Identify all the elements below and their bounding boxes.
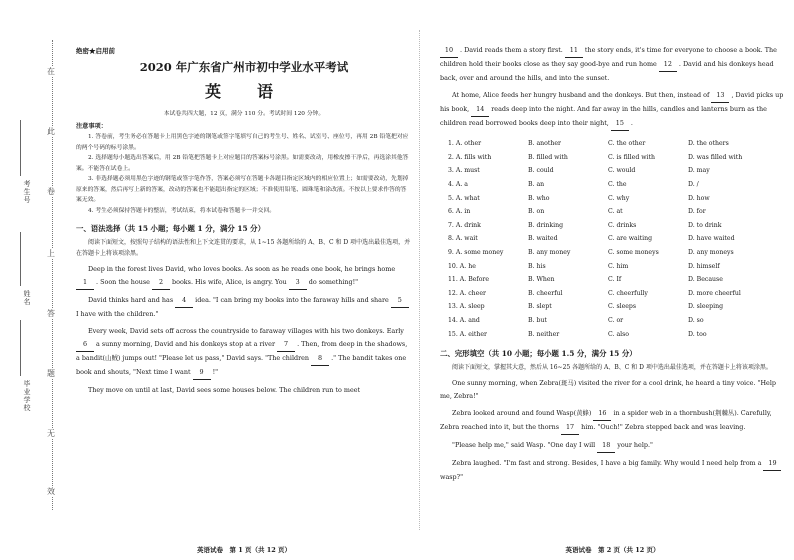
answer-blank: 12 (659, 58, 677, 72)
option-row (448, 314, 785, 328)
page-2 (440, 0, 785, 560)
option-choice: D. how (688, 194, 710, 202)
seal-char: 效 (47, 487, 55, 496)
option-choice: D. more cheerful (688, 289, 741, 297)
option-choice: C. sleeps (608, 303, 637, 311)
name-label: 姓名 (23, 290, 31, 306)
page-1 (76, 0, 412, 560)
name-line (20, 232, 21, 286)
option-choice: C. some moneys (608, 249, 659, 257)
option-choice: 13. A. sleep (448, 303, 485, 311)
option-choice: 15. A. either (448, 330, 487, 338)
option-row (448, 219, 785, 233)
option-row (448, 232, 785, 246)
option-choice: B. any money (528, 249, 571, 257)
option-row (448, 205, 785, 219)
option-choice: B. filled with (528, 153, 568, 161)
option-choice: C. or (608, 317, 624, 325)
option-choice: B. his (528, 262, 546, 270)
option-choice: B. who (528, 194, 550, 202)
note-item: 3. 非选择题必须用黑色字迹的钢笔或签字笔作答，答案必须写在答题卡各题目指定区域内的相应位置上；如需要改动，先划掉原来的答案，然后再写上新的答案，改动的答案也不能超出指定的区域；不准使用铅笔、圆珠笔和涂改液。不按以上要求作答的答案无效。 (76, 176, 409, 203)
option-choice: D. for (688, 208, 706, 216)
option-choice: C. is filled with (608, 153, 655, 161)
option-choice: 12. A. cheer (448, 289, 486, 297)
option-choice: D. may (688, 167, 710, 175)
option-choice: C. him (608, 262, 629, 270)
option-choice: D. have waited (688, 235, 735, 243)
option-choice: D. to drink (688, 221, 722, 229)
option-choice: 9. A. some money (448, 249, 504, 257)
option-choice: 5. A. what (448, 194, 480, 202)
passage-paragraph: They move on until at last, David sees some houses below. The children run to meet (88, 386, 361, 394)
exam-info: 本试卷共四大题，12 页，满分 110 分。考试时间 120 分钟。 (163, 111, 325, 117)
option-row (448, 164, 785, 178)
option-choice: C. also (608, 330, 630, 338)
answer-blank: 19 (763, 457, 781, 471)
option-row (448, 287, 785, 301)
option-choice: B. drinking (528, 221, 564, 229)
option-choice: 4. A. a (448, 181, 468, 189)
passage-paragraph: "Please help me," said Wasp. "One day I will 18 your help." (440, 439, 785, 453)
option-choice: C. the other (608, 140, 646, 148)
answer-blank: 17 (561, 421, 579, 435)
section-1-instructions: 阅读下面短文，按照句子结构的语法性和上下文连贯的要求，从 1~15 各题所给的 A、B、C 和 D 项中选出最佳选项，并在答题卡上将该项涂黑。 (76, 239, 411, 257)
page-gutter (419, 30, 420, 530)
seal-char: 此 (47, 127, 55, 136)
option-choice: C. why (608, 194, 630, 202)
option-choice: D. so (688, 317, 704, 325)
option-choice: 7. A. drink (448, 221, 481, 229)
answer-options-table (448, 137, 785, 341)
notes-heading: 注意事项： (76, 123, 107, 130)
answer-blank: 6 (76, 338, 94, 352)
exam-number-label: 考生号 (23, 180, 31, 204)
note-item: 4. 考生必须保持答题卡的整洁，考试结束，将本试卷和答题卡一并交回。 (88, 207, 276, 214)
option-row (448, 273, 785, 287)
binding-margin (0, 0, 76, 560)
seal-char: 答 (47, 309, 55, 318)
passage-paragraph: David thinks hard and has 4 idea. "I can bring my books into the faraway hills and share 5 I have with the children." (76, 294, 412, 321)
answer-blank: 2 (152, 276, 170, 290)
option-row (448, 327, 785, 341)
option-choice: D. any moneys (688, 249, 734, 257)
option-row (448, 300, 785, 314)
exam-title: 2020 年广东省广州市初中学业水平考试 (139, 60, 349, 74)
page-footer: 英语试卷 第 1 页（共 12 页） (196, 546, 292, 554)
page-footer: 英语试卷 第 2 页（共 12 页） (565, 546, 660, 554)
seal-char: 无 (47, 429, 55, 438)
confidential-mark: 绝密★启用前 (76, 47, 115, 55)
subject-title: 英 语 (204, 82, 283, 101)
answer-blank: 18 (597, 439, 615, 453)
passage-paragraph: Zebra looked around and found Wasp(黄蜂) 16 in a spider web in a thornbush(荆棘丛). Carefully, Zebra reached into it, but the thorns 17 him. "Ouch!" Zebra stepped back and was leaving. (440, 407, 785, 435)
answer-blank: 7 (277, 338, 295, 352)
seal-dotted-line (52, 40, 53, 510)
passage-paragraph: Zebra laughed. "I'm fast and strong. Besides, I have a big family. Why would I need help from a 19 wasp?" (440, 457, 785, 484)
option-choice: 11. A. Before (448, 276, 490, 284)
section-1-title: 一、语法选择（共 15 小题；每小题 1 分，满分 15 分） (76, 224, 265, 233)
option-choice: 3. A. must (448, 167, 480, 175)
option-choice: B. another (528, 140, 561, 148)
option-row (448, 137, 785, 151)
answer-blank: 16 (593, 407, 611, 421)
option-choice: B. an (528, 181, 545, 189)
option-choice: D. the others (688, 140, 729, 148)
answer-blank: 15 (611, 117, 629, 131)
option-choice: C. drinks (608, 221, 637, 229)
option-choice: C. cheerfully (608, 289, 648, 297)
note-item: 1. 答卷前，考生务必在答题卡上用黑色字迹的钢笔或签字笔填写自己的考生号、姓名、试室号、座位号，再用 2B 铅笔把对应的两个号码的标号涂黑。 (76, 134, 409, 151)
passage-paragraph: Deep in the forest lives David, who loves books. As soon as he reads one book, he brings home 1 . Soon the house 2 books. His wife, Alice, is angry. You 3 do something!" (76, 263, 412, 290)
option-choice: B. neither (528, 330, 560, 338)
option-choice: B. slept (528, 303, 552, 311)
option-choice: D. himself (688, 262, 720, 270)
option-row (448, 178, 785, 192)
seal-char: 题 (47, 369, 55, 378)
option-choice: C. If (608, 276, 622, 284)
answer-blank: 4 (175, 294, 193, 308)
school-line (20, 320, 21, 376)
option-choice: D. / (688, 181, 699, 189)
option-choice: B. cheerful (528, 289, 563, 297)
option-choice: 2. A. fills with (448, 153, 492, 161)
option-choice: D. too (688, 330, 707, 338)
section-2-instructions: 阅读下面短文，掌握其大意，然后从 16~25 各题所给的 A、B、C 和 D 项中选出最佳选项，并在答题卡上将该项涂黑。 (452, 363, 772, 371)
option-choice: D. Because (688, 276, 723, 284)
option-choice: 6. A. in (448, 208, 471, 216)
school-label: 毕业学校 (23, 380, 31, 412)
option-choice: B. but (528, 317, 547, 325)
passage-paragraph: At home, Alice feeds her hungry husband and the donkeys. But then, instead of 13 , David picks up his book, 14 reads deep into the night. And far away in the hills, candles and lanterns burn as the children read borrowed books deep into their night, 15 . (440, 89, 785, 131)
answer-blank: 5 (391, 294, 409, 308)
option-row (448, 151, 785, 165)
passage-paragraph: Every week, David sets off across the countryside to faraway villages with his two donkeys. Early 6 a sunny morning, David and his donkeys stop at a river 7 . Then, from deep in the shadows, a bandit(山贼) jumps out! "Please let us pass," David says. "The children 8 ." The bandit takes one book and shouts, "Next time I want 9 !" (76, 325, 412, 380)
passage-paragraph: One sunny morning, when Zebra(斑马) visited the river for a cool drink, he heard a tiny voice. "Help me, Zebra!" (440, 378, 776, 400)
option-row (448, 259, 785, 273)
option-choice: 8. A. wait (448, 235, 478, 243)
option-choice: D. was filled with (688, 153, 743, 161)
seal-char: 上 (47, 249, 55, 258)
option-choice: B. waited (528, 235, 558, 243)
answer-blank: 13 (711, 89, 729, 103)
answer-blank: 9 (193, 366, 211, 380)
option-choice: B. could (528, 167, 554, 175)
option-choice: C. would (608, 167, 636, 175)
seal-char: 卷 (47, 187, 55, 196)
answer-blank: 10 (440, 44, 458, 58)
note-item: 2. 选择题每小题选出答案后，用 2B 铅笔把答题卡上对应题目的答案标号涂黑。如需要改动，用橡皮擦干净后，再选涂其他答案。不能答在试卷上。 (76, 155, 409, 172)
answer-blank: 3 (289, 276, 307, 290)
section-2-title: 二、完形填空（共 10 小题；每小题 1.5 分，满分 15 分） (440, 348, 637, 358)
answer-blank: 14 (471, 103, 489, 117)
option-choice: 1. A. other (448, 140, 482, 148)
exam-number-line (20, 120, 21, 176)
answer-blank: 8 (311, 352, 329, 366)
option-choice: 10. A. he (448, 262, 476, 270)
option-choice: B. When (528, 276, 555, 284)
option-choice: B. on (528, 208, 545, 216)
option-row (448, 246, 785, 260)
option-row (448, 191, 785, 205)
passage-paragraph: 10 . David reads them a story first. 11 the story ends, it's time for everyone to choose a book. The children hold their books close as they say good-bye and run home 12 . David and his donkeys head back, over and around the hills, and into the sunset. (440, 46, 777, 82)
option-choice: 14. A. and (448, 317, 480, 325)
option-choice: C. are waiting (608, 235, 653, 243)
option-choice: D. sleeping (688, 303, 724, 311)
option-choice: C. the (608, 181, 627, 189)
seal-char: 在 (47, 67, 55, 76)
answer-blank: 1 (76, 276, 94, 290)
answer-blank: 11 (565, 44, 583, 58)
option-choice: C. at (608, 208, 623, 216)
